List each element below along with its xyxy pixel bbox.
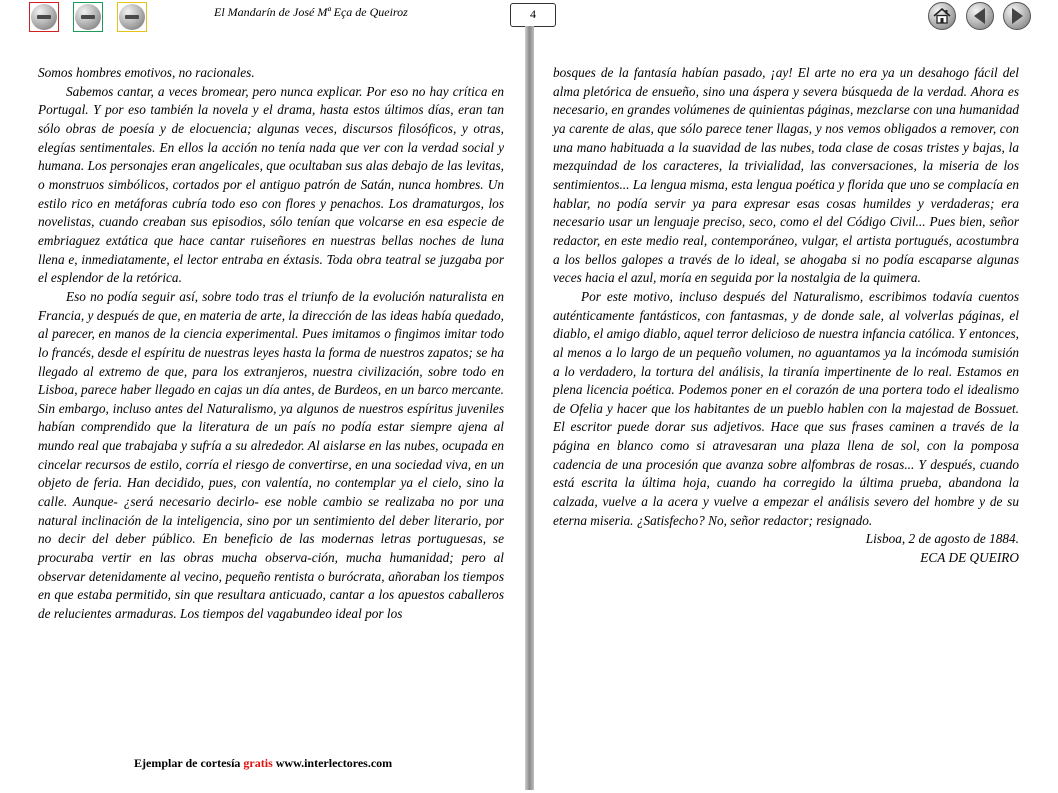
signature-name: ECA DE QUEIRO — [920, 550, 1019, 566]
footer-link[interactable]: www.interlectores.com — [272, 756, 393, 770]
book-title: El Mandarín de José Mª Eça de Queiroz — [214, 5, 408, 19]
page-number: 4 — [510, 3, 556, 27]
paragraph: Sabemos cantar, a veces bromear, pero nunca explicar. Por eso no hay crítica en Portugal. Y por eso también la novela y el drama, hasta estos últimos días, eran tan sólo obras de poesía y de elocuencia; algunas veces, discursos filosóficos, y otras, elegías sentimentales. En ellos la acción no tenía nada que ver con la verdad social y humana. Los personajes eran angelicales, que ocultaban sus alas debajo de las levitas, o monstruos simbólicos, cortados por el antiguo patrón de Satán, nunca hombres. Un estilo rico en metáforas cubría todo eso con flores y penachos. Los dramaturgos, los novelistas, cuando creaban sus episodios, sólo tenían que volcarse en esa especie de embriaguez extática que hace cantar ruiseñores en nuestras bellas noches de luna llena e, inmediatamente, el lector entraba en éxtasis. Toda obra teatral se juzgaba por el esplendor de la retórica. — [38, 83, 504, 286]
home-icon — [933, 8, 951, 24]
footer-prefix: Ejemplar de cortesía — [134, 756, 244, 770]
book-spine — [525, 26, 534, 790]
signature-date: Lisboa, 2 de agosto de 1884. — [865, 531, 1019, 547]
paragraph: Eso no podía seguir así, sobre todo tras el triunfo de la evolución naturalista en Francia, y después de que, en materia de arte, la dirección de las ideas había quedado, al parecer, en manos de la ciencia experimental. Pues imitamos o fingimos imitar todo lo francés, desde el espíritu de nuestras leyes hasta la forma de nuestros zapatos; se ha llegado al extremo de que, para los extranjeros, nuestra civilización, sobre todo en Lisboa, parece haber llegado en cajas un día antes, de Burdeos, en un barco mercante. Sin embargo, incluso antes del Naturalismo, ya algunos de nuestros espíritus juveniles habían comprendido que la literatura de un país no podía estar siempre ajena al mundo real que trabajaba y sufría a su alrededor. Al aislarse en las nubes, ocupada en cincelar recursos de estilo, corría el riesgo de convertirse, en una sociedad viva, en un objeto de feria. Han decidido, pues, con valentía, no contemplar ya el cielo, sino la calle. Aunque- ¿será necesario decirlo- ese noble cambio se realizaba no por una natural inclinación de la inteligencia, sino por un sentimiento del deber literario, por no decir del deber público. En beneficio de las modernas letras portuguesas, se procuraba vertir en las obras mucha observa-ción, mucha humanidad; pero al observar detenidamente al vecino, pequeño rentista o burócrata, añoraban los tiempos en que estaba permitido, sin que resultara anticuado, cantar a los apuestos caballeros de relucientes armaduras. Los tiempos del vagabundeo ideal por los — [38, 288, 504, 622]
paragraph: Por este motivo, incluso después del Naturalismo, escribimos todavía cuentos auténticamente fantásticos, con fantasmas, y de donde sale, al volverlas páginas, el diablo, el amigo diablo, aquel terror delicioso de nuestra infancia católica. Y entonces, al menos a lo largo de un pequeño volumen, no aguantamos ya la incómoda sumisión a lo verdadero, la tortura del análisis, la tiranía impertinente de lo real. Estamos en plena licencia poética. Podemos poner en el corazón de una portera todo el idealismo de Ofelia y hacer que los habitantes de un pueblo hablen con la majestad de Bossuet. El escritor puede dorar sus adjetivos. Hace que sus frases caminen a través de la página en blanco como si atravesaran una plaza llena de sol, con la pomposa cadencia de una procesión que avanza sobre alfombras de rosas... Y después, cuando está escrita la última hoja, cuando ha corregido la última prueba, abandona la calzada, vuelve a la acera y vuelve a empezar el análisis severo del hombre y de su eterna miseria. ¿Satisfecho? No, señor redactor; resignado. — [553, 288, 1019, 528]
paragraph: bosques de la fantasía habían pasado, ¡ay! El arte no era ya un desahogo fácil del alma pletórica de ensueño, sino una áspera y severa búsqueda de la verdad. Ahora es necesario, en grandes volúmenes de quinientas páginas, mezclarse con una humanidad ya carente de alas, que sólo parece tener llagas, y nos vemos obligados a remover, con una mano habituada a la suavidad de las nubes, toda clase de cosas tristes y bajas, la mezquindad de los caracteres, la trivialidad, las conversaciones, la miseria de los sentimientos... La lengua misma, esta lengua poética y florida que uno se complacía en hablar, no podía servir ya para expresar esas cosas humildes y verdaderas; era necesario usar un lenguaje preciso, seco, como el del Código Civil... Pues bien, señor redactor, en este medio real, contemporáneo, vulgar, el artista portugués, acostumbra a los bellos galopes a través de lo ideal, se ahogaba si no podía escaparse algunas veces hacia el azul, moría en seguida por la nostalgia de la quimera. — [553, 65, 1019, 286]
triangle-left-icon — [972, 7, 988, 25]
footer-gratis: gratis — [243, 756, 273, 770]
minus-icon — [119, 4, 145, 30]
previous-page-button[interactable] — [966, 2, 994, 30]
home-button[interactable] — [928, 2, 956, 30]
green-minus-button[interactable] — [73, 2, 103, 32]
next-page-button[interactable] — [1003, 2, 1031, 30]
left-page-text — [38, 64, 504, 624]
minus-icon — [75, 4, 101, 30]
right-page-text — [553, 64, 1019, 568]
yellow-minus-button[interactable] — [117, 2, 147, 32]
red-minus-button[interactable] — [29, 2, 59, 32]
minus-icon — [31, 4, 57, 30]
paragraph: Somos hombres emotivos, no racionales. — [38, 65, 255, 80]
courtesy-footer — [134, 756, 392, 771]
triangle-right-icon — [1009, 7, 1025, 25]
